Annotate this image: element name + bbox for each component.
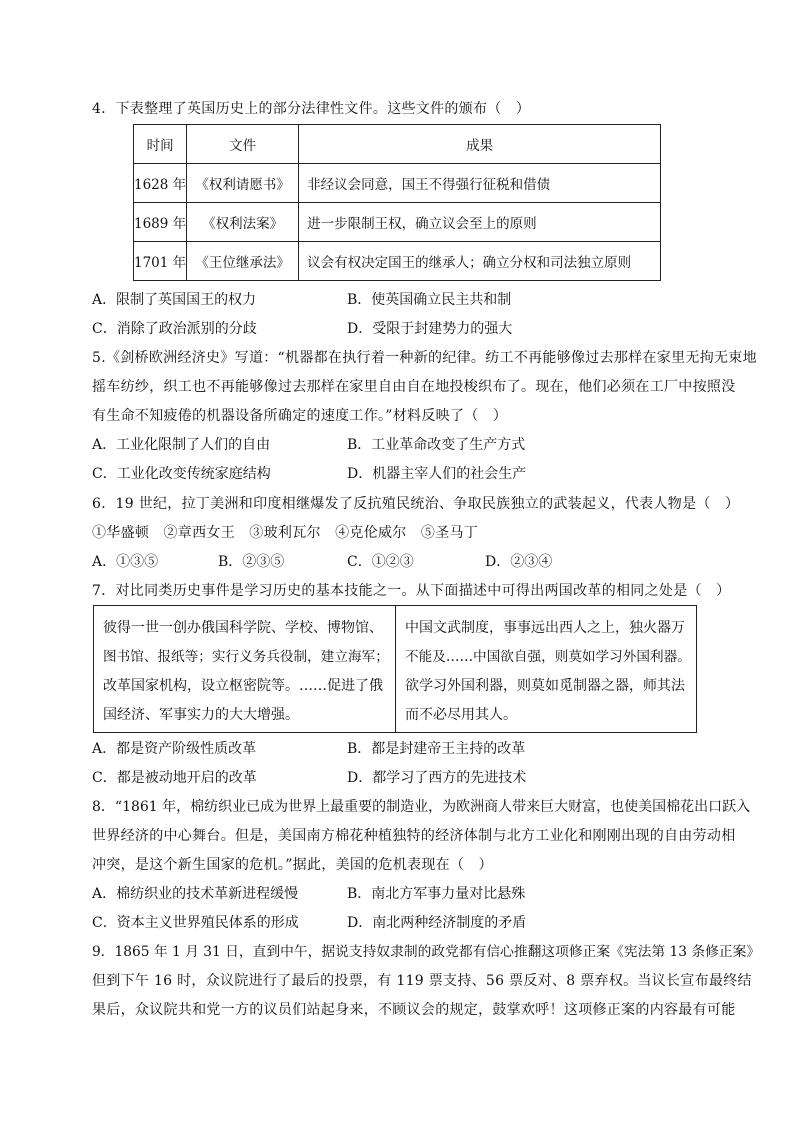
table-cell: 《王位继承法》	[187, 242, 299, 281]
q8-option-c: C．资本主义世界殖民体系的形成	[92, 915, 299, 931]
q7-comparison-box	[93, 605, 697, 733]
q7-right-line: 不能及……中国欲自强，则莫如学习外国利器。	[405, 649, 691, 665]
q6-option-c: C．①②③	[347, 554, 414, 570]
table-header-cell: 成果	[299, 125, 661, 164]
table-header-cell: 文件	[187, 125, 299, 164]
q5-option-b: B．工业革命改变了生产方式	[347, 437, 526, 453]
q7-stem: 7．对比同类历史事件是学习历史的基本技能之一。从下面描述中可得出两国改革的相同之处是（ ）	[92, 583, 731, 599]
q7-right-line: 欲学习外国利器，则莫如觅制器之器，师其法	[405, 678, 685, 694]
table-cell: 进一步限制王权，确立议会至上的原则	[299, 203, 661, 242]
q5-line-3: 有生命不知疲倦的机器设备所确定的速度工作。”材料反映了（ ）	[92, 408, 508, 424]
q4-table	[133, 124, 661, 281]
table-cell: 议会有权决定国王的继承人；确立分权和司法独立原则	[299, 242, 661, 281]
q8-line-1: 8．“1861 年，棉纺织业已成为世界上最重要的制造业，为欧洲商人带来巨大财富，也使美国棉花出口跃入	[92, 799, 751, 815]
q5-option-d: D．机器主宰人们的社会生产	[347, 466, 527, 482]
q7-option-d: D．都学习了西方的先进技术	[347, 770, 527, 786]
table-cell: 1628 年	[134, 164, 187, 203]
q5-line-2: 摇车纺纱，织工也不再能够像过去那样在家里自由自在地投梭织布了。现在，他们必须在工厂中按照没	[92, 379, 736, 395]
table-cell: 1701 年	[134, 242, 187, 281]
table-cell: 非经议会同意，国王不得强行征税和借债	[299, 164, 661, 203]
q7-left-line: 彼得一世一创办俄国科学院、学校、博物馆、	[103, 620, 383, 636]
q6-option-b: B．②③⑤	[218, 554, 285, 570]
q4-option-b: B．使英国确立民主共和制	[347, 292, 512, 308]
q7-option-c: C．都是被动地开启的改革	[92, 770, 257, 786]
table-row	[134, 164, 661, 203]
q8-option-b: B．南北方军事力量对比悬殊	[347, 886, 526, 902]
q7-right-line: 而不必尽用其人。	[405, 707, 517, 723]
q7-option-b: B．都是封建帝王主持的改革	[347, 741, 526, 757]
q8-option-a: A．棉纺织业的技术革新进程缓慢	[92, 886, 299, 902]
table-row	[134, 203, 661, 242]
table-cell: 1689 年	[134, 203, 187, 242]
q5-option-a: A．工业化限制了人们的自由	[92, 437, 271, 453]
q9-line-1: 9．1865 年 1 月 31 日，直到中午，据说支持奴隶制的政党都有信心推翻这项修正案《宪法第 13 条修正案》	[92, 944, 761, 960]
table-header-row	[134, 125, 661, 164]
q4-option-d: D．受限于封建势力的强大	[347, 321, 513, 337]
q8-line-3: 冲突，是这个新生国家的危机。”据此，美国的危机表现在（ ）	[92, 857, 493, 873]
q7-left-line: 改革国家机构，设立枢密院等。……促进了俄	[103, 678, 383, 694]
q8-option-d: D．南北两种经济制度的矛盾	[347, 915, 527, 931]
q9-line-3: 果后，众议院共和党一方的议员们站起身来，不顾议会的规定，鼓掌欢呼！这项修正案的内容最有可能	[92, 1002, 736, 1018]
table-cell: 《权利法案》	[187, 203, 299, 242]
q7-left-line: 国经济、军事实力的大大增强。	[103, 707, 299, 723]
q7-option-a: A．都是资产阶级性质改革	[92, 741, 257, 757]
q5-option-c: C．工业化改变传统家庭结构	[92, 466, 271, 482]
q6-items: ①华盛顿 ②章西女王 ③玻利瓦尔 ④克伦威尔 ⑤圣马丁	[92, 525, 479, 541]
q7-right-material	[396, 606, 696, 732]
q7-left-material	[94, 606, 396, 732]
q4-option-c: C．消除了政治派别的分歧	[92, 321, 257, 337]
table-header-cell: 时间	[134, 125, 187, 164]
table-cell: 《权利请愿书》	[187, 164, 299, 203]
q6-stem: 6．19 世纪，拉丁美洲和印度相继爆发了反抗殖民统治、争取民族独立的武装起义，代表人物是（ ）	[92, 496, 740, 512]
q8-line-2: 世界经济的中心舞台。但是，美国南方棉花种植独特的经济体制与北方工业化和刚刚出现的自由劳动相	[92, 828, 736, 844]
q4-option-a: A．限制了英国国王的权力	[92, 292, 257, 308]
q9-line-2: 但到下午 16 时，众议院进行了最后的投票，有 119 票支持、56 票反对、8 票弃权。当议长宣布最终结	[92, 973, 752, 989]
q7-right-line: 中国文武制度，事事远出西人之上，独火器万	[405, 620, 685, 636]
q4-stem: 4．下表整理了英国历史上的部分法律性文件。这些文件的颁布（ ）	[92, 101, 531, 117]
q5-line-1: 5.《剑桥欧洲经济史》写道：“机器都在执行着一种新的纪律。纺工不再能够像过去那样在家里无拘无束地	[92, 350, 757, 366]
q6-option-d: D．②③④	[485, 554, 553, 570]
table-row	[134, 242, 661, 281]
q7-left-line: 图书馆、报纸等；实行义务兵役制，建立海军；	[103, 649, 389, 665]
q6-option-a: A．①③⑤	[92, 554, 159, 570]
